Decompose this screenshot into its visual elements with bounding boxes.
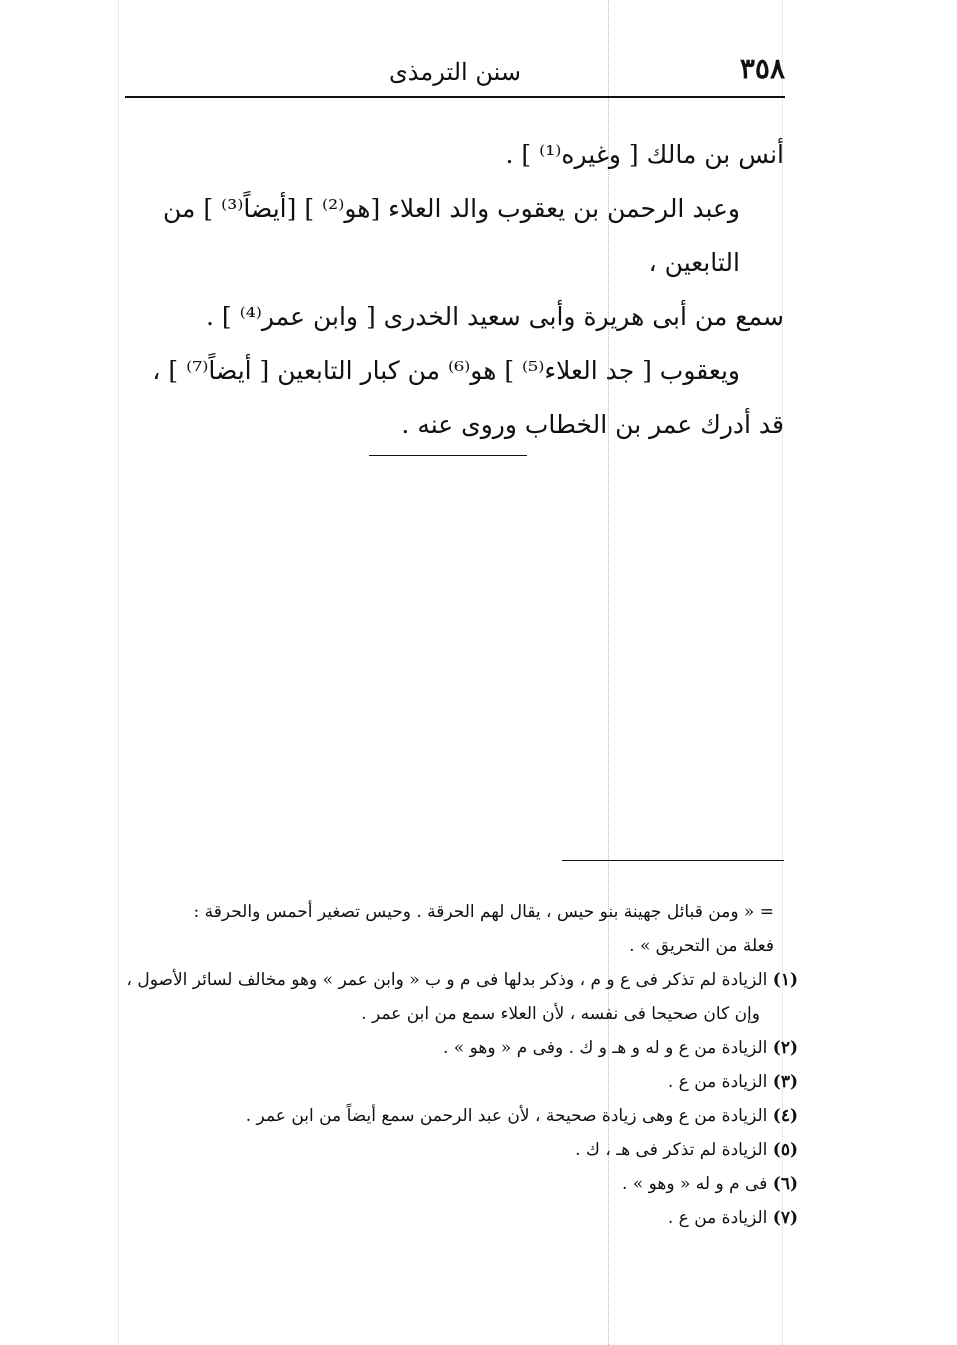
- page-header: [125, 52, 785, 96]
- footnote-number: (١): [772, 970, 798, 990]
- text-line: أنس بن مالك [ وغيره⁽¹⁾ ] .: [505, 140, 784, 169]
- footnote-number: (٤): [772, 1106, 798, 1126]
- footnote-item: [108, 1201, 798, 1235]
- footnote-item: [108, 1099, 798, 1133]
- footnote-item: [108, 1031, 798, 1065]
- footnote-text: الزيادة لم تذكر فى ع و م ، وذكر بدلها فى م و ب « وابن عمر » وهو مخالف لسائر الأصول ، وإن كان صحيحا فى نفسه ، لأن العلاء سمع من ابن عمر .: [126, 970, 768, 1024]
- footnote-number: (٥): [772, 1140, 798, 1160]
- section-divider: [369, 455, 527, 456]
- footnote-number: (٧): [772, 1208, 798, 1228]
- footnotes: [108, 895, 798, 1235]
- footnote-text: فى م و له « وهو » .: [622, 1174, 768, 1194]
- running-title: سنن الترمذى: [389, 58, 521, 86]
- text-line: ويعقوب [ جد العلاء⁽⁵⁾ ] هو⁽⁶⁾ من كبار التابعين [ أيضاً⁽⁷⁾ ] ،: [152, 356, 740, 385]
- footnote-item: [108, 963, 798, 1031]
- text-line: سمع من أبى هريرة وأبى سعيد الخدرى [ وابن عمر⁽⁴⁾ ] .: [205, 302, 784, 331]
- footnote-item: [108, 1167, 798, 1201]
- page-number: ٣٥٨: [739, 52, 785, 85]
- footnote-number: (٢): [772, 1038, 798, 1058]
- footnote-number: (٣): [772, 1072, 798, 1092]
- footnote-text: الزيادة من ع .: [667, 1072, 768, 1092]
- footnote-continuation: فعلة من التحريق » .: [629, 936, 774, 956]
- footnote-text: الزيادة من ع وهى زيادة صحيحة ، لأن عبد الرحمن سمع أيضاً من ابن عمر .: [245, 1106, 768, 1126]
- footnote-text: الزيادة من ع .: [667, 1208, 768, 1228]
- footnote-separator: [562, 860, 784, 861]
- main-text: [112, 128, 784, 452]
- footnote-number: (٦): [772, 1174, 798, 1194]
- footnote-item: [108, 1133, 798, 1167]
- text-line: وعبد الرحمن بن يعقوب والد العلاء [هو⁽²⁾ ] [أيضاً⁽³⁾ ] من التابعين ،: [163, 194, 740, 277]
- footnote-continuation: = « ومن قبائل جهينة بنو حيس ، يقال لهم الحرقة . وحيس تصغير أحمس والحرقة :: [193, 902, 774, 922]
- footnote-item: [108, 1065, 798, 1099]
- footnote-text: الزيادة من ع و له و هـ و ك . وفى م « وهو » .: [442, 1038, 768, 1058]
- footnote-text: الزيادة لم تذكر فى هـ ، ك .: [575, 1140, 768, 1160]
- text-line: قد أدرك عمر بن الخطاب وروى عنه .: [401, 410, 784, 439]
- header-rule: [125, 96, 785, 98]
